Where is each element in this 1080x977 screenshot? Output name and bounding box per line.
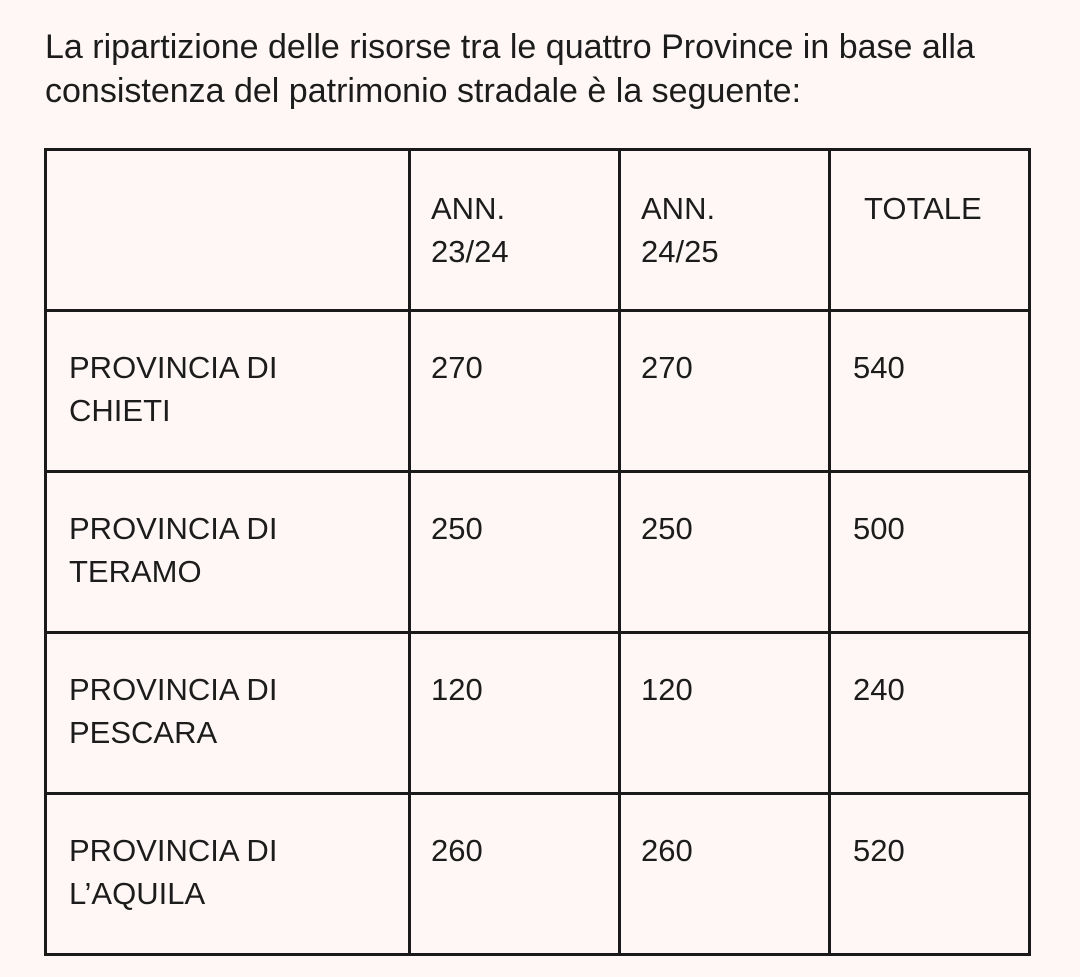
- totale-cell: 500: [830, 472, 1030, 633]
- ann-24-25-cell: 260: [620, 794, 830, 955]
- table-row: [46, 794, 1030, 955]
- ann-23-24-cell: 270: [410, 311, 620, 472]
- table-row: [46, 633, 1030, 794]
- table-row: [46, 311, 1030, 472]
- header-totale: TOTALE: [830, 150, 1030, 311]
- table-row: [46, 472, 1030, 633]
- header-ann-23-24: ANN. 23/24: [410, 150, 620, 311]
- totale-cell: 520: [830, 794, 1030, 955]
- table-header-row: [46, 150, 1030, 311]
- ann-23-24-cell: 120: [410, 633, 620, 794]
- province-cell: PROVINCIA DI TERAMO: [46, 472, 410, 633]
- ann-24-25-cell: 120: [620, 633, 830, 794]
- ann-24-25-cell: 270: [620, 311, 830, 472]
- ann-24-25-cell: 250: [620, 472, 830, 633]
- ann-23-24-cell: 260: [410, 794, 620, 955]
- totale-cell: 240: [830, 633, 1030, 794]
- intro-paragraph: La ripartizione delle risorse tra le quattro Province in base alla consistenza del patrimonio stradale è la seguente:: [45, 28, 975, 110]
- totale-cell: 540: [830, 311, 1030, 472]
- header-empty-cell: [46, 150, 410, 311]
- province-cell: PROVINCIA DI CHIETI: [46, 311, 410, 472]
- ann-23-24-cell: 250: [410, 472, 620, 633]
- header-ann-24-25: ANN. 24/25: [620, 150, 830, 311]
- province-cell: PROVINCIA DI L’AQUILA: [46, 794, 410, 955]
- resource-allocation-table: [44, 148, 1031, 956]
- province-cell: PROVINCIA DI PESCARA: [46, 633, 410, 794]
